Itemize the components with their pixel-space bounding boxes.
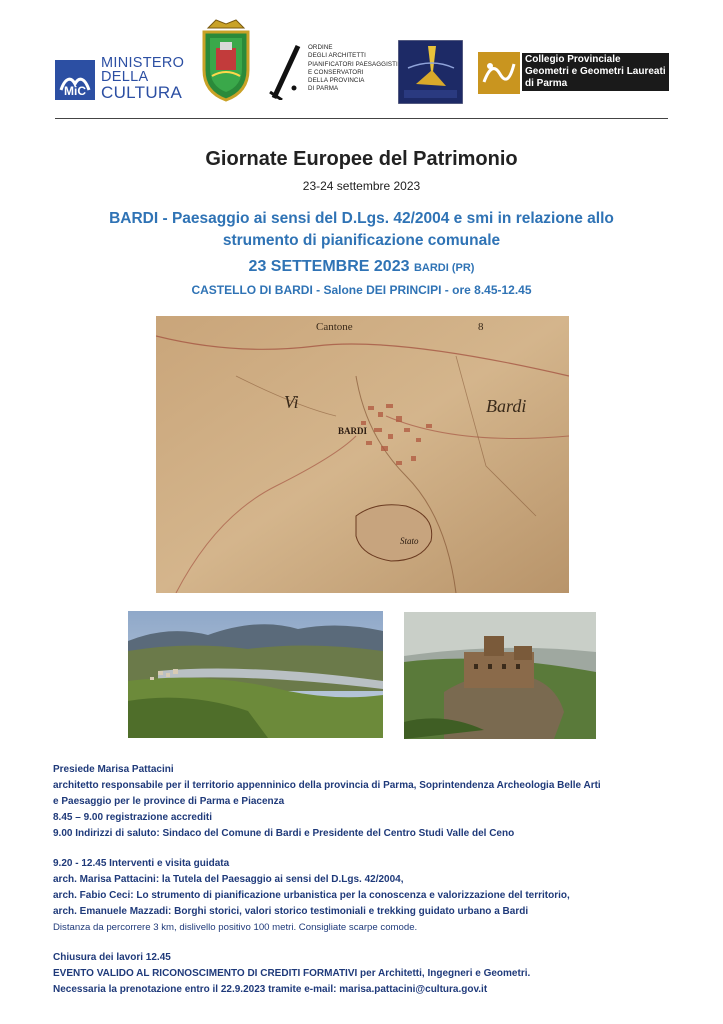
map-label-cantone: Cantone [316, 321, 353, 333]
comune-bardi-crest [198, 18, 254, 102]
program-block-intro: Presiede Marisa Pattacini architetto responsabile per il territorio appenninico della provincia di Parma, Soprintendenza Archeologia Belle Arti e Paesaggio per le province di Parma e Piacenza 8.45 – 9.00 registrazione accrediti 9.00 Indirizzi di saluto: Sindaco del Comune di Bardi e Presidente del Centro Studi Valle del Ceno [53, 764, 601, 839]
page-title: Giornate Europee del Patrimonio [205, 148, 518, 170]
crest-icon [198, 18, 254, 102]
event-dates: 23-24 settembre 2023 [302, 179, 421, 193]
architects-text: ORDINE DEGLI ARCHITETTI PIANIFICATORI PAESAGGISTI E CONSERVATORI DELLA PROVINCIA DI PARMA [308, 44, 398, 93]
map-label-town: BARDI [338, 426, 368, 436]
engineers-emblem-icon [398, 40, 463, 104]
event-venue: CASTELLO DI BARDI - Salone DEI PRINCIPI - ore 8.45-12.45 [191, 283, 532, 297]
program-block-closing: Chiusura dei lavori 12.45 EVENTO VALIDO AL RICONOSCIMENTO DI CREDITI FORMATIVI per Architetti, Ingegneri e Geometri. Necessaria la prenotazione entro il 22.9.2023 tramite e-mail: marisa.pattacini@cultura.gov.it [53, 950, 683, 998]
event-date-line: 23 SETTEMBRE 2023 BARDI (PR) [248, 258, 475, 275]
program-block-talks: 9.20 - 12.45 Interventi e visita guidata arch. Marisa Pattacini: la Tutela del Paesaggio ai sensi del D.Lgs. 42/2004, arch. Fabio Ceci: Lo strumento di pianificazione urbanistica per la conoscenza e valorizzazione del territorio, arch. Emanuele Mazzadi: Borghi storici, valori storico testimoniali e trekking guidato urbano a Bardi Distanza da percorrere 3 km, dislivello positivo 100 metri. Consigliate scarpe comode. [53, 856, 683, 936]
map-label-lake: Stato [400, 536, 419, 546]
mic-badge: MiC [55, 60, 95, 100]
header-divider [55, 118, 668, 119]
castle-bardi-photo [404, 612, 596, 739]
valley-landscape-photo [128, 611, 383, 738]
map-label-vi: Vi [284, 392, 299, 412]
ordine-architetti-logo [268, 38, 408, 108]
event-subtitle: BARDI - Paesaggio ai sensi del D.Lgs. 42/2004 e smi in relazione allo strumento di pianificazione comunale [109, 210, 614, 249]
mic-wave-icon [59, 74, 91, 92]
geometri-curve-icon [478, 52, 520, 94]
architects-slash-icon [268, 44, 304, 100]
ministero-cultura-logo [55, 50, 190, 104]
map-label-number: 8 [478, 321, 484, 333]
collegio-geometri-logo [478, 52, 673, 96]
booking-line: Necessaria la prenotazione entro il 22.9.2023 tramite e-mail: marisa.pattacini@cultura.gov.it [53, 984, 488, 995]
historic-map-image [156, 316, 569, 593]
geometri-text: Collegio Provinciale Geometri e Geometri Laureati di Parma [522, 53, 669, 91]
mic-wordmark: MINISTERO DELLA CULTURA [101, 55, 185, 102]
geometri-mark [478, 52, 520, 94]
walk-note: Distanza da percorrere 3 km, dislivello positivo 100 metri. Consigliate scarpe comode. [53, 922, 418, 933]
map-label-bardi-script: Bardi [486, 396, 527, 416]
ordine-ingegneri-logo [398, 40, 463, 104]
logo-bar [50, 14, 675, 114]
